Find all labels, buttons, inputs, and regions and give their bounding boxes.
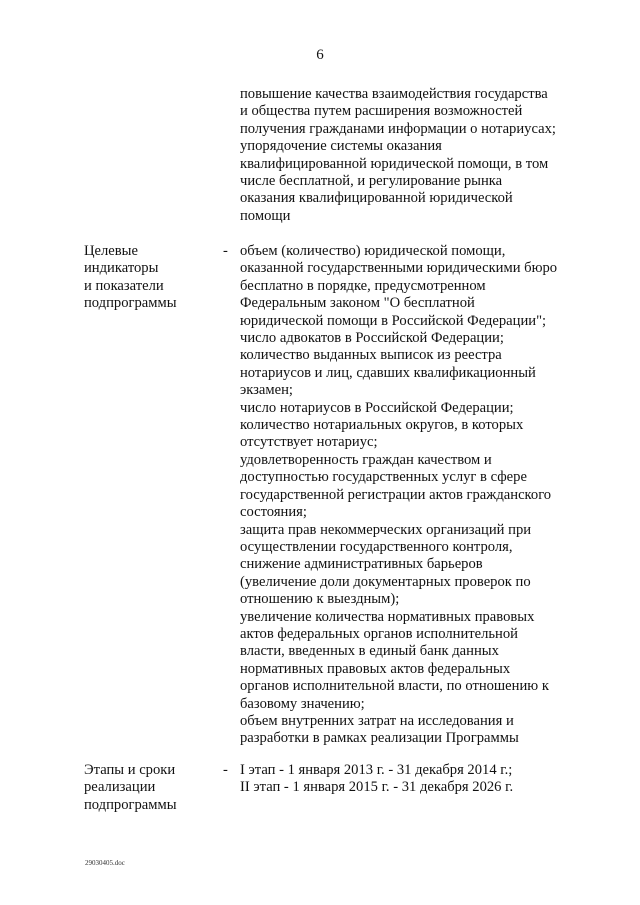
lead-line: квалифицированной юридической помощи, в том xyxy=(240,155,549,172)
lead-line: оказания квалифицированной юридической xyxy=(240,190,513,207)
content-line: снижение административных барьеров xyxy=(240,556,483,573)
section-content xyxy=(240,762,620,797)
lead-line: помощи xyxy=(240,207,291,224)
content-line: юридической помощи в Российской Федерации"; xyxy=(240,312,547,329)
lead-line: получения гражданами информации о нотариусах; xyxy=(240,120,556,137)
lead-line: упорядочение системы оказания xyxy=(240,138,442,155)
content-line: Федеральным законом "О бесплатной xyxy=(240,295,475,312)
content-line: удовлетворенность граждан качеством и xyxy=(240,451,492,468)
section-label-line: подпрограммы xyxy=(84,295,177,312)
section-dash xyxy=(223,243,233,260)
content-line: органов исполнительной власти, по отношению к xyxy=(240,678,549,695)
section-dash xyxy=(223,762,233,779)
section-label-line: Целевые xyxy=(84,243,138,259)
lead-line: числе бесплатной, и регулирование рынка xyxy=(240,173,503,190)
content-line: защита прав некоммерческих организаций при xyxy=(240,521,532,538)
section-label-line: Этапы и сроки xyxy=(84,762,176,778)
content-line: объем (количество) юридической помощи, xyxy=(240,243,506,259)
content-line: осуществлении государственного контроля, xyxy=(240,538,513,555)
content-line: базовому значению; xyxy=(240,695,365,712)
content-line: увеличение количества нормативных правовых xyxy=(240,608,535,625)
page-number: 6 xyxy=(316,47,324,63)
content-line: нотариусов и лиц, сдавших квалификационный xyxy=(240,364,536,381)
section-dash-mark: - xyxy=(223,243,228,259)
content-line: власти, введенных в единый банк данных xyxy=(240,643,499,660)
content-line: I этап - 1 января 2013 г. - 31 декабря 2014 г.; xyxy=(240,762,513,778)
content-line: экзамен; xyxy=(240,382,293,399)
section-label-line: и показатели xyxy=(84,277,164,294)
content-line: государственной регистрации актов гражданского xyxy=(240,486,552,503)
content-line: объем внутренних затрат на исследования и xyxy=(240,712,514,729)
content-line: нормативных правовых актов федеральных xyxy=(240,660,511,677)
content-line: количество нотариальных округов, в которых xyxy=(240,417,524,434)
content-line: доступностью государственных услуг в сфере xyxy=(240,469,527,486)
content-line: разработки в рамках реализации Программы xyxy=(240,730,519,747)
footer-filename: 29030405.doc xyxy=(85,859,125,867)
section-label xyxy=(84,762,214,814)
content-line: количество выданных выписок из реестра xyxy=(240,347,502,364)
lead-line: повышение качества взаимодействия государства xyxy=(240,86,548,102)
content-line: отсутствует нотариус; xyxy=(240,434,378,451)
content-line: (увеличение доли документарных проверок по xyxy=(240,573,531,590)
lead-paragraph xyxy=(240,86,620,225)
section-dash-mark: - xyxy=(223,762,228,778)
lead-line: и общества путем расширения возможностей xyxy=(240,103,523,120)
content-line: число адвокатов в Российской Федерации; xyxy=(240,330,504,347)
content-line: актов федеральных органов исполнительной xyxy=(240,625,518,642)
content-line: состояния; xyxy=(240,504,307,521)
content-line: бесплатно в порядке, предусмотренном xyxy=(240,277,486,294)
section-label-line: индикаторы xyxy=(84,260,159,277)
content-line: II этап - 1 января 2015 г. - 31 декабря 2026 г. xyxy=(240,779,514,796)
content-line: отношению к выездным); xyxy=(240,591,400,608)
content-line: оказанной государственными юридическими бюро xyxy=(240,260,558,277)
section-label xyxy=(84,243,214,313)
section-content xyxy=(240,243,620,748)
content-line: число нотариусов в Российской Федерации; xyxy=(240,399,514,416)
section-label-line: реализации xyxy=(84,779,156,796)
section-label-line: подпрограммы xyxy=(84,796,177,813)
